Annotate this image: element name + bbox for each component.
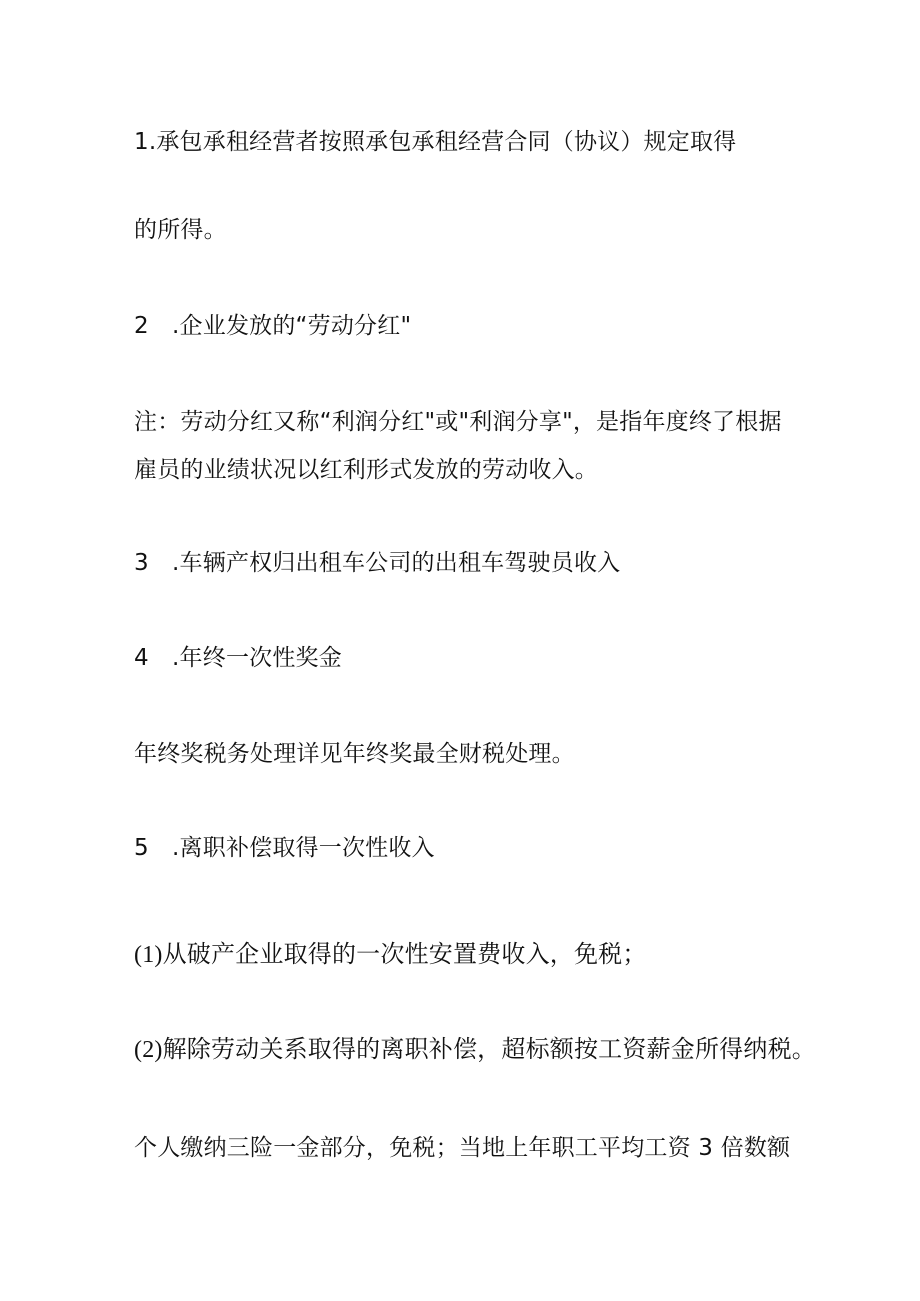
paragraph-item-1: 1.承包承租经营者按照承包承租经营合同（协议）规定取得: [134, 129, 737, 155]
paragraph-item-1-continued: 的所得。: [134, 217, 227, 243]
heading-item-4: 4 .年终一次性奖金: [134, 645, 342, 671]
heading-item-2: 2 .企业发放的“劳动分红": [134, 313, 412, 339]
note-paragraph-line-2: 雇员的业绩状况以红利形式发放的劳动收入。: [134, 457, 598, 483]
note-paragraph-line-1: 注：劳动分红又称“利润分红"或"利润分享"，是指年度终了根据: [134, 409, 782, 435]
heading-item-5: 5 .离职补偿取得一次性收入: [134, 835, 435, 861]
subitem-1: (1)从破产企业取得的一次性安置费收入，免税；: [134, 942, 647, 968]
year-end-bonus-note: 年终奖税务处理详见年终奖最全财税处理。: [134, 741, 575, 767]
paragraph-social-insurance: 个人缴纳三险一金部分，免税；当地上年职工平均工资 3 倍数额: [134, 1135, 791, 1161]
subitem-2: (2)解除劳动关系取得的离职补偿，超标额按工资薪金所得纳税。: [134, 1037, 816, 1063]
heading-item-3: 3 .车辆产权归出租车公司的出租车驾驶员收入: [134, 550, 621, 576]
